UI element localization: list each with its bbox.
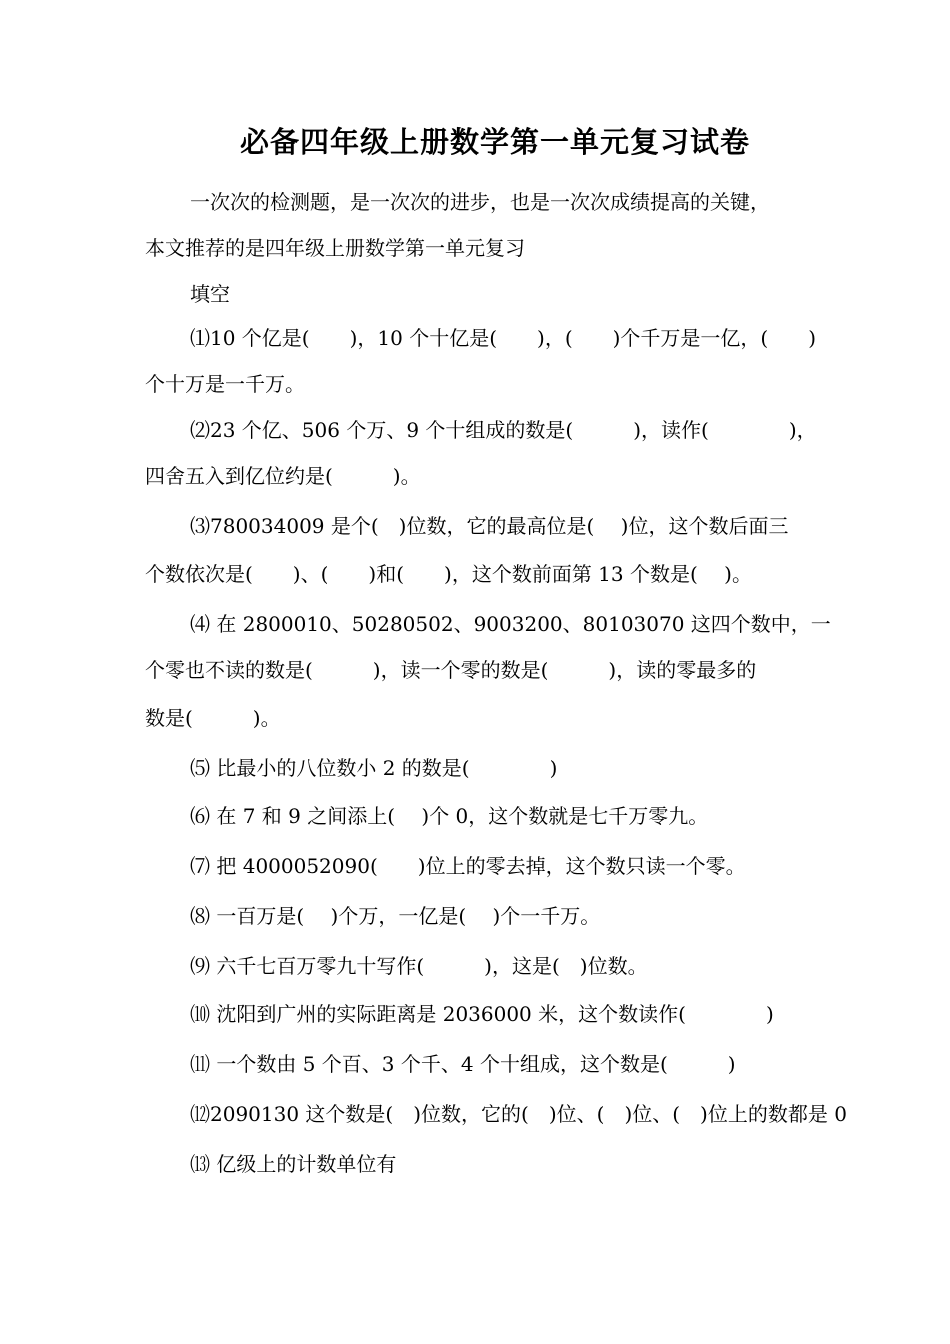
question-1-line-2: 个十万是一千万。 xyxy=(145,372,305,396)
question-7: ⑺ 把 4000052090( )位上的零去掉，这个数只读一个零。 xyxy=(190,854,746,878)
question-12: ⑿2090130 这个数是( )位数，它的( )位、( )位、( )位上的数都是 0 xyxy=(190,1102,847,1126)
question-2-line-1: ⑵23 个亿、506 个万、9 个十组成的数是( )，读作( )， xyxy=(190,418,817,442)
question-13: ⒀ 亿级上的计数单位有 xyxy=(190,1152,397,1176)
question-4-line-1: ⑷ 在 2800010、50280502、9003200、80103070 这四个数中，一 xyxy=(190,612,831,636)
section-heading: 填空 xyxy=(190,282,230,306)
question-2-line-2: 四舍五入到亿位约是( )。 xyxy=(145,464,421,488)
question-10: ⑽ 沈阳到广州的实际距离是 2036000 米，这个数读作( ) xyxy=(190,1002,774,1026)
question-11: ⑾ 一个数由 5 个百、3 个千、4 个十组成，这个数是( ) xyxy=(190,1052,736,1076)
question-4-line-3: 数是( )。 xyxy=(145,706,281,730)
page-title: 必备四年级上册数学第一单元复习试卷 xyxy=(239,125,750,159)
question-8: ⑻ 一百万是( )个万，一亿是( )个一千万。 xyxy=(190,904,601,928)
question-3-line-2: 个数依次是( )、( )和( )，这个数前面第 13 个数是( )。 xyxy=(145,562,752,586)
question-5: ⑸ 比最小的八位数小 2 的数是( ) xyxy=(190,756,558,780)
question-6: ⑹ 在 7 和 9 之间添上( )个 0，这个数就是七千万零九。 xyxy=(190,804,709,828)
question-1-line-1: ⑴10 个亿是( )，10 个十亿是( )，( )个千万是一亿，( ) xyxy=(190,326,817,350)
question-4-line-2: 个零也不读的数是( )，读一个零的数是( )，读的零最多的 xyxy=(145,658,757,682)
question-9: ⑼ 六千七百万零九十写作( )，这是( )位数。 xyxy=(190,954,648,978)
intro-text-line-1: 一次次的检测题，是一次次的进步，也是一次次成绩提高的关键， xyxy=(190,190,770,214)
question-3-line-1: ⑶780034009 是个( )位数，它的最高位是( )位，这个数后面三 xyxy=(190,514,789,538)
intro-text-line-2: 本文推荐的是四年级上册数学第一单元复习 xyxy=(145,236,525,260)
